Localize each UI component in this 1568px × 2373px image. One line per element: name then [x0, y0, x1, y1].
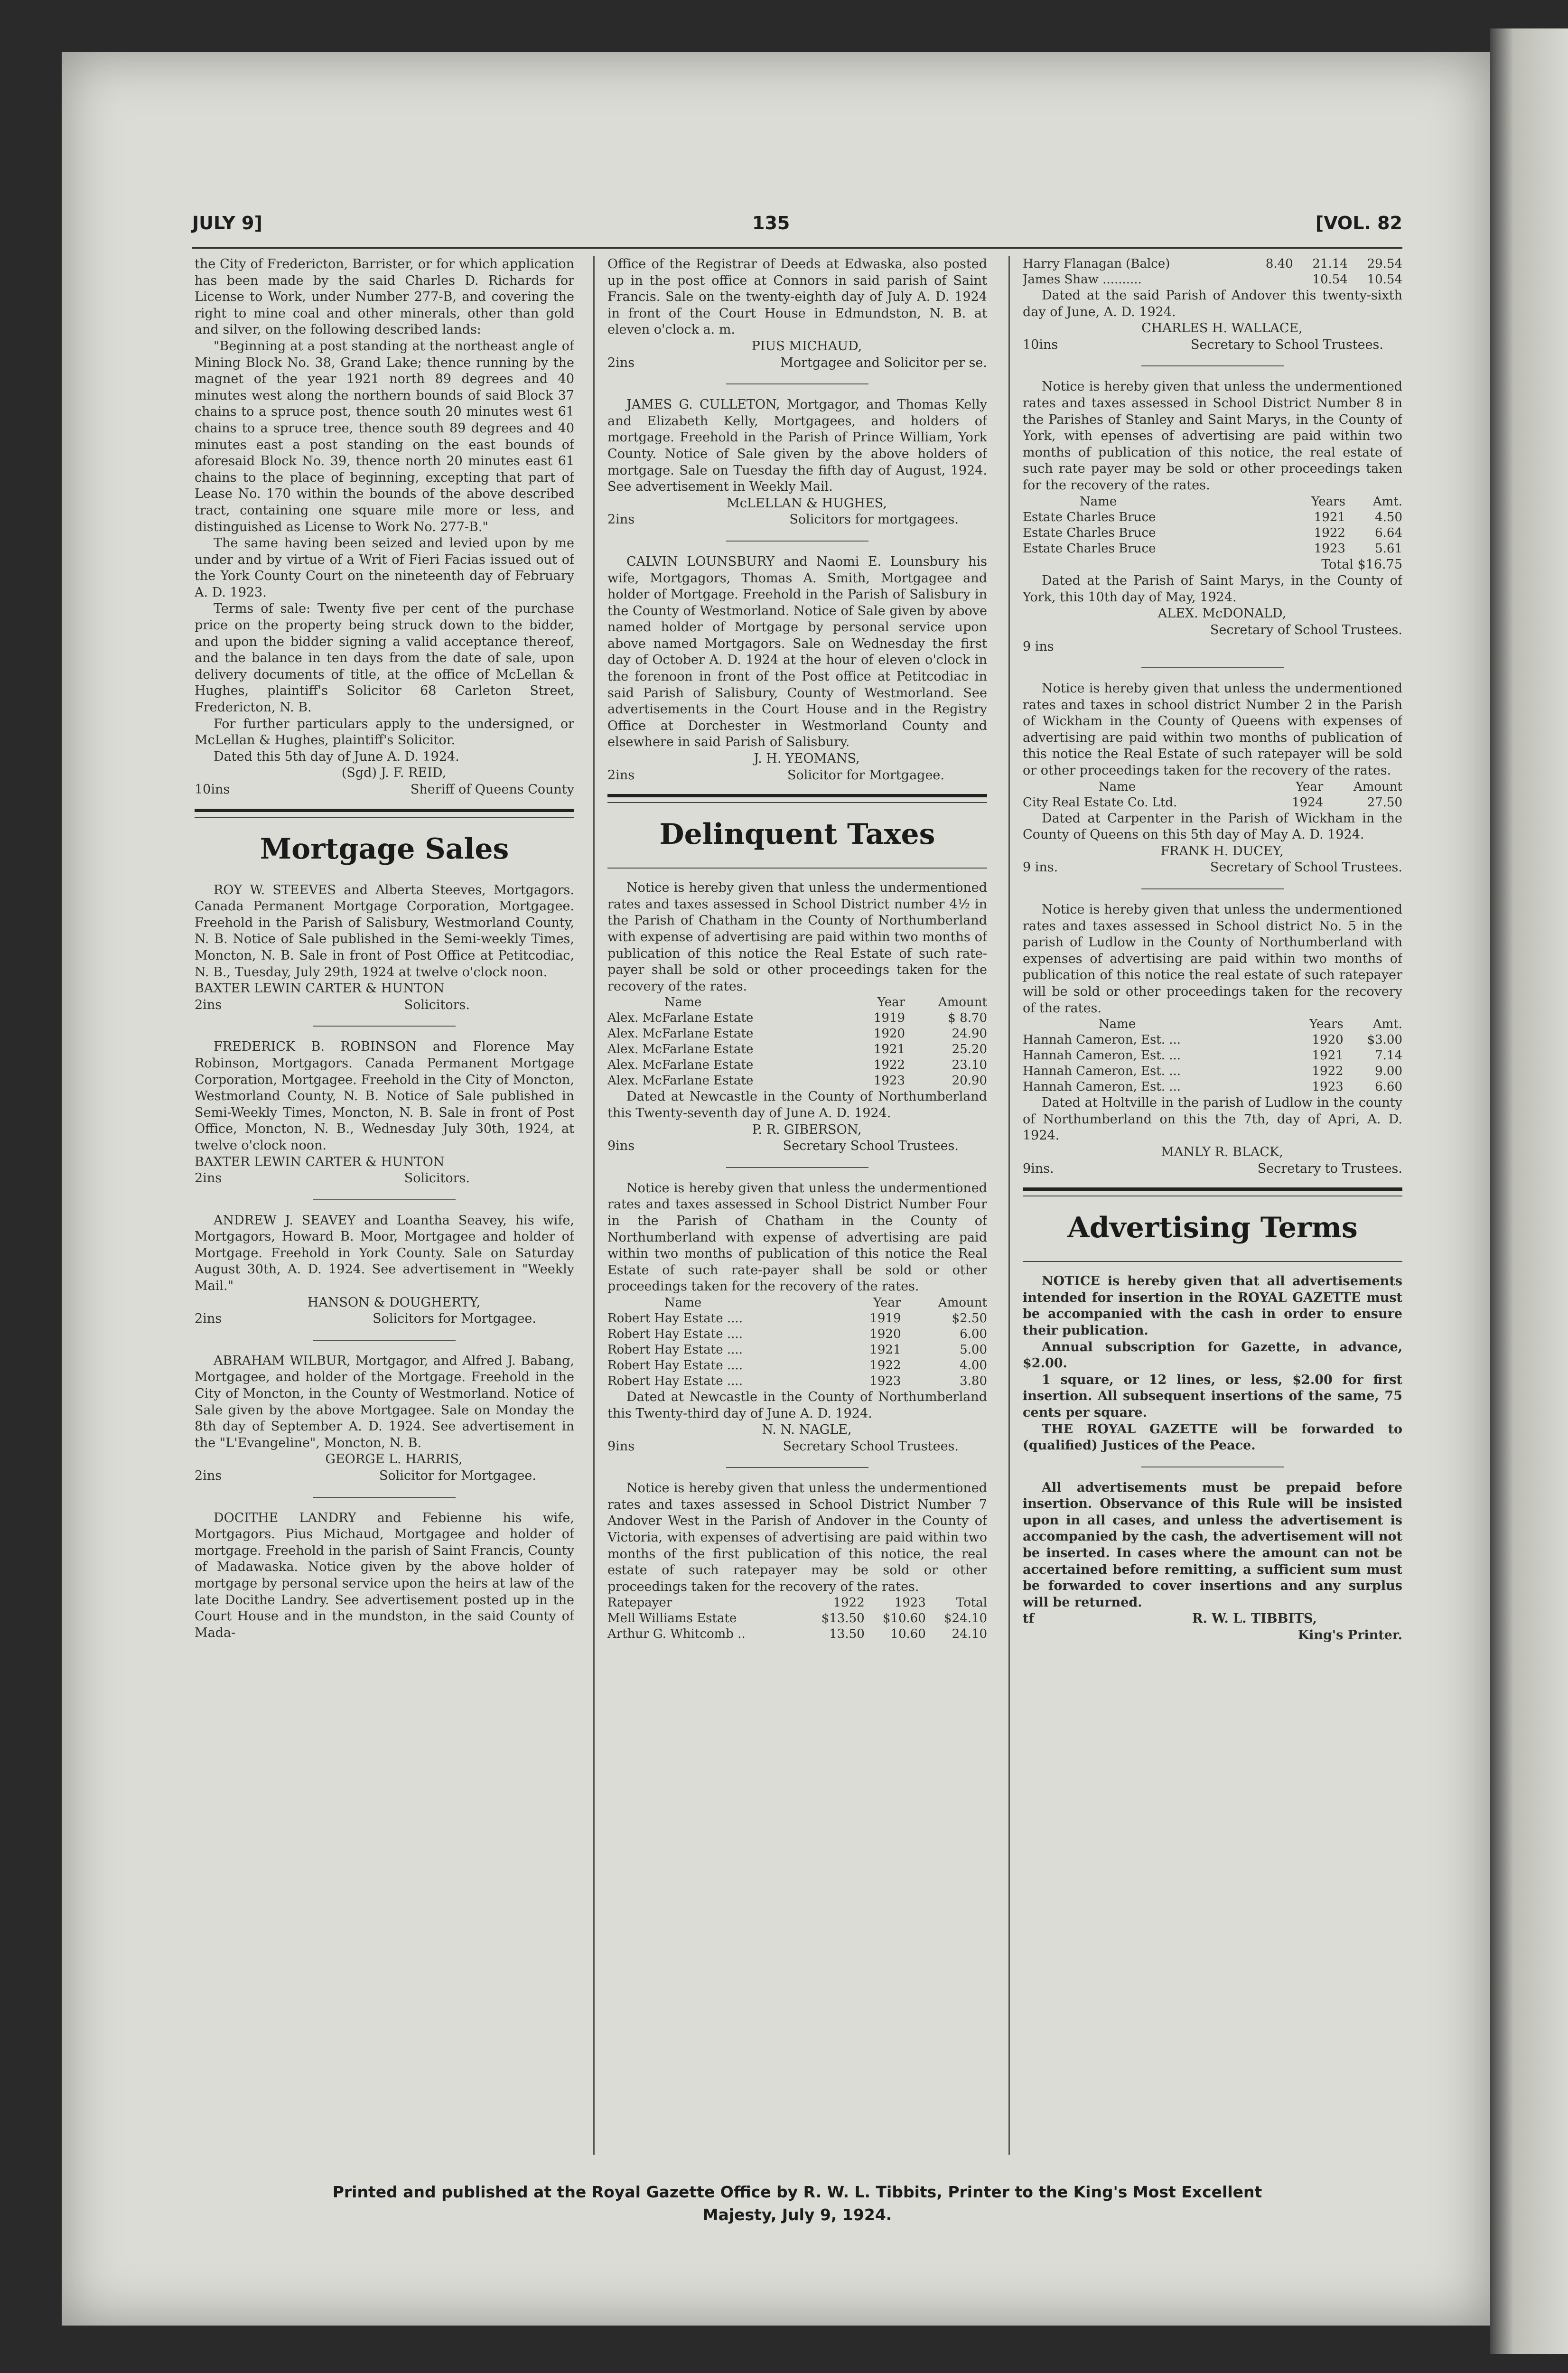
signature-title: Secretary to Trustees.	[1257, 1161, 1402, 1176]
divider	[726, 541, 868, 542]
tax-table	[607, 995, 987, 1089]
column-rule	[1008, 256, 1010, 2155]
insertion-count: 2ins	[195, 1311, 222, 1327]
divider	[1141, 365, 1284, 366]
table-row: Alex. McFarlane Estate 1923 20.90	[607, 1074, 987, 1088]
table-row: Estate Charles Bruce 1921 4.50	[1023, 510, 1402, 524]
tax-total: Total $16.75	[1321, 557, 1402, 572]
section-title-delinquent-taxes: Delinquent Taxes	[659, 818, 935, 851]
mortgage-notice: Office of the Registrar of Deeds at Edwaska, also posted up in the post office at Connors in said parish of Saint Francis. Sale on the twenty-eighth day of July A. D. 1924 in front of the Court House in Edmundston, N. B. at eleven o'clock a. m.	[607, 257, 987, 337]
table-row: Estate Charles Bruce 1923 5.61	[1023, 541, 1402, 556]
tax-table	[1023, 779, 1402, 811]
insertion-count: 10ins	[1023, 337, 1058, 352]
signature-title: Secretary School Trustees.	[783, 1139, 959, 1154]
table-row: Alex. McFarlane Estate 1919 $ 8.70	[607, 1011, 987, 1026]
section-rule	[195, 809, 574, 812]
solicitor-name: GEORGE L. HARRIS,	[325, 1452, 463, 1467]
solicitor-name: BAXTER LEWIN CARTER & HUNTON	[195, 1154, 445, 1169]
column-header: Year	[1296, 779, 1324, 794]
signature: PIUS MICHAUD,	[751, 338, 862, 354]
table-row: Robert Hay Estate .... 1921 5.00	[607, 1342, 987, 1357]
solicitor-title: Solicitors.	[404, 997, 470, 1012]
table-row: Robert Hay Estate .... 1923 3.80	[607, 1373, 987, 1388]
tax-table	[607, 1595, 987, 1642]
table-row: Alex. McFarlane Estate 1920 24.90	[607, 1027, 987, 1041]
dated-line: Dated at Carpenter in the Parish of Wickham in the County of Queens on this 5th day of May A. D. 1924.	[1023, 811, 1402, 842]
column-3	[1023, 256, 1402, 2155]
signature: McLELLAN & HUGHES,	[727, 495, 887, 511]
signature: MANLY R. BLACK,	[1161, 1144, 1283, 1159]
column-header: Name	[1099, 779, 1136, 794]
table-row: Robert Hay Estate .... 1919 $2.50	[607, 1311, 987, 1326]
divider	[1141, 667, 1284, 668]
next-page-edge	[1490, 28, 1568, 2354]
column-header: Name	[664, 995, 702, 1010]
mortgage-notice: JAMES G. CULLETON, Mortgagor, and Thomas Kelly and Elizabeth Kelly, Mortgagees, and holders of mortgage. Freehold in the Parish of Prince William, York County. Notice of Sale given by the above holders of mortgage. Sale on Tuesday the fifth day of August, 1924. See advertisement in Weekly Mail.	[607, 397, 987, 495]
section-title-advertising-terms: Advertising Terms	[1067, 1211, 1358, 1245]
notice-paragraph: For further particulars apply to the undersigned, or McLellan & Hughes, plaintiff's Solicitor.	[195, 716, 574, 748]
tax-table	[607, 1295, 987, 1389]
divider	[726, 1167, 868, 1168]
section-title-mortgage-sales: Mortgage Sales	[260, 832, 509, 866]
column-1	[195, 256, 574, 2155]
signature: P. R. GIBERSON,	[752, 1122, 862, 1137]
section-rule	[607, 794, 987, 797]
mortgage-notice: ANDREW J. SEAVEY and Loantha Seavey, his wife, Mortgagors, Howard B. Moor, Mortgagee and holder of Mortgage. Freehold in York County. Sale on Saturday August 30th, A. D. 1924. See advertisement in "Weekly Mail."	[195, 1213, 574, 1294]
column-header: Years	[1311, 494, 1345, 509]
mortgage-notice: FREDERICK B. ROBINSON and Florence May Robinson, Mortgagors. Canada Permanent Mortgage Corporation, Mortgagee. Freehold in the City of Moncton, Westmorland County, N. B. Notice of Sale published in Semi-Weekly Times, Moncton, N. B. Sale in front of Post Office, Moncton, N. B., Wednesday July 30th, 1924, at twelve o'clock noon.	[195, 1039, 574, 1153]
tax-notice: Notice is hereby given that unless the undermentioned rates and taxes assessed in School District Number Four in the Parish of Chatham in the County of Northumberland with expense of advertising are paid within two months of publication of this notice the Real Estate of such rate-payer shall be sold or other proceedings taken for the recovery of the rates.	[607, 1180, 987, 1294]
insertion-count: tf	[1023, 1611, 1035, 1626]
insertion-count: 2ins	[607, 512, 635, 527]
signature-title: Solicitor for Mortgagee.	[787, 767, 944, 783]
tax-notice: Notice is hereby given that unless the undermentioned rates and taxes assessed in School District Number 7 Andover West in the Parish of Andover in the County of Victoria, with expenses of advertising are paid within two months of the first publication of this notice, the real estate of such ratepayer may be sold or other proceedings taken for the recovery of the rates.	[607, 1481, 987, 1594]
dated-line: Dated at Newcastle in the County of Northumberland this Twenty-seventh day of June A. D. 1924.	[607, 1089, 987, 1121]
insertion-count: 2ins	[607, 767, 635, 783]
table-row: Alex. McFarlane Estate 1921 25.20	[607, 1042, 987, 1057]
solicitor-title: Solicitor for Mortgagee.	[379, 1468, 536, 1483]
notice-paragraph: The same having been seized and levied upon by me under and by virtue of a Writ of Fieri Facias issued out of the York County Court on the nineteenth day of February A. D. 1923.	[195, 536, 574, 600]
column-header: Ratepayer	[607, 1596, 672, 1610]
dated-line: Dated at Holtville in the parish of Ludlow in the county of Northumberland on this the 7th, day of Apri, A. D. 1924.	[1023, 1095, 1402, 1143]
divider	[1141, 888, 1284, 889]
terms-paragraph: Annual subscription for Gazette, in advance, $2.00.	[1023, 1339, 1402, 1371]
imprint-line: Printed and published at the Royal Gazette Office by R. W. L. Tibbits, Printer to the King's Most Excellent	[332, 2183, 1262, 2201]
signature-title: Solicitors for mortgagees.	[789, 512, 959, 527]
signature-title: Mortgagee and Solicitor per se.	[780, 355, 987, 370]
insertion-count: 2ins	[195, 1171, 222, 1186]
column-header: Year	[877, 995, 905, 1010]
tax-table	[1023, 256, 1402, 288]
column-header: 1922	[833, 1596, 865, 1610]
column-header: Amt.	[1372, 494, 1402, 509]
signature: J. H. YEOMANS,	[754, 751, 860, 766]
signature: FRANK H. DUCEY,	[1160, 843, 1284, 859]
tax-table	[1023, 1017, 1402, 1095]
column-header: Amount	[1353, 779, 1402, 794]
solicitor-name: BAXTER LEWIN CARTER & HUNTON	[195, 981, 445, 996]
signature-title: Secretary to School Trustees.	[1190, 337, 1383, 352]
table-row: Hannah Cameron, Est. ... 1923 6.60	[1023, 1080, 1402, 1094]
solicitor-name: HANSON & DOUGHERTY,	[307, 1295, 481, 1310]
signature-title: Secretary of School Trustees.	[1210, 622, 1402, 637]
imprint-line: Majesty, July 9, 1924.	[702, 2205, 892, 2224]
terms-paragraph: 1 square, or 12 lines, or less, $2.00 for first insertion. All subsequent insertions of the same, 75 cents per square.	[1023, 1372, 1402, 1420]
divider	[726, 1467, 868, 1468]
table-row: Hannah Cameron, Est. ... 1920 $3.00	[1023, 1033, 1402, 1047]
signature-title: Secretary of School Trustees.	[1210, 860, 1402, 875]
terms-paragraph: NOTICE is hereby given that all advertisements intended for insertion in the ROYAL GAZETTE must be accompanied with the cash in order to ensure their publication.	[1023, 1274, 1402, 1338]
signature-title: Secretary School Trustees.	[783, 1439, 959, 1454]
insertion-count: 9ins	[607, 1139, 635, 1154]
table-row: Alex. McFarlane Estate 1922 23.10	[607, 1058, 987, 1073]
notice-paragraph: Dated this 5th day of June A. D. 1924.	[214, 749, 459, 764]
insertion-count: 9ins.	[1023, 1161, 1054, 1176]
insertion-count: 9 ins	[1023, 639, 1054, 654]
dated-line: Dated at Newcastle in the County of Northumberland this Twenty-third day of June A. D. 1924.	[607, 1389, 987, 1421]
terms-paragraph: THE ROYAL GAZETTE will be forwarded to (qualified) Justices of the Peace.	[1023, 1421, 1402, 1453]
notice-paragraph: "Beginning at a post standing at the northeast angle of Mining Block No. 38, Grand Lake; thence running by the magnet of the year 1921 north 89 degrees and 40 minutes west along the northern bounds of said Block 37 chains to a spruce post, thence south 20 minutes west 61 chains to a spruce tree, thence south 89 degrees and 40 minutes east a post standing on the east bounds of aforesaid Block No. 39, thence north 20 minutes east 61 chains to the place of beginning, excepting that part of Lease No. 170 within the bounds of the above described tract, containing one square mile more or less, and distinguished as License to Work No. 277-B."	[195, 338, 574, 534]
insertion-count: 2ins	[195, 997, 222, 1012]
tax-notice: Notice is hereby given that unless the undermentioned rates and taxes in school district Number 2 in the Parish of Wickham in the County of Queens with expenses of advertising are paid within two months of publication of this notice the Real Estate of such ratepayer will be sold or other proceedings taken for the recovery of the rates.	[1023, 681, 1402, 778]
divider	[313, 1199, 456, 1200]
section-rule	[195, 817, 574, 818]
page-number: 135	[752, 213, 790, 234]
column-header: Name	[664, 1295, 702, 1310]
table-row: Hannah Cameron, Est. ... 1922 9.00	[1023, 1064, 1402, 1079]
header-date: JULY 9]	[192, 213, 262, 234]
insertion-count: 2ins	[195, 1468, 222, 1483]
signature-title: Sheriff of Queens County	[410, 782, 574, 797]
page-header	[192, 213, 1402, 241]
section-rule	[1023, 1261, 1402, 1262]
table-row: Mell Williams Estate $13.50 $10.60 $24.10	[607, 1611, 987, 1626]
table-row: City Real Estate Co. Ltd. 1924 27.50	[1023, 795, 1402, 810]
column-header: Total	[956, 1596, 987, 1610]
tax-notice: Notice is hereby given that unless the undermentioned rates and taxes assessed in School District number 4½ in the Parish of Chatham in the County of Northumberland with expense of advertising are paid within two months of publication of this notice the Real Estate of such rate-payer shall be sold or other proceedings taken for the recovery of the rates.	[607, 880, 987, 994]
terms-paragraph: All advertisements must be prepaid before insertion. Observance of this Rule will be insisted upon in all cases, and unless the advertisement is accompanied by the cash, the advertisement will not be inserted. In cases where the amount can not be accertained before remitting, a sufficient sum must be forwarded to cover insertions and any surplus will be returned.	[1023, 1480, 1402, 1610]
insertion-count: 10ins	[195, 782, 230, 797]
notice-paragraph: Terms of sale: Twenty five per cent of the purchase price on the property being struck down to the bidder, and upon the bidder signing a valid acceptance thereof, and the balance in ten days from the date of sale, upon delivery documents of title, at the office of McLellan & Hughes, plaintiff's Solicitor 68 Carleton Street, Fredericton, N. B.	[195, 601, 574, 715]
dated-line: Dated at the said Parish of Andover this twenty-sixth day of June, A. D. 1924.	[1023, 288, 1402, 319]
column-header: Name	[1080, 494, 1117, 509]
table-row: Robert Hay Estate .... 1920 6.00	[607, 1327, 987, 1341]
divider	[313, 1340, 456, 1341]
signature: N. N. NAGLE,	[762, 1422, 852, 1438]
table-row: Hannah Cameron, Est. ... 1921 7.14	[1023, 1048, 1402, 1063]
solicitor-title: Solicitors for Mortgagee.	[373, 1311, 536, 1327]
mortgage-notice: CALVIN LOUNSBURY and Naomi E. Lounsbury his wife, Mortgagors, Thomas A. Smith, Mortgagee and holder of Mortgage. Freehold in the Parish of Salisbury in the County of Westmorland. Notice of Sale given by above named holder of Mortgage by personal service upon above named Mortgagors. Sale on Wednesday the first day of October A. D. 1924 at the hour of eleven o'clock in the forenoon in front of the Post office at Petitcodiac in said Parish of Salisbury, County of Westmorland. See advertisements in the Court House and in the Registry Office at Dorchester in Westmorland County and elsewhere in said Parish of Salisbury.	[607, 554, 987, 750]
signature: R. W. L. TIBBITS,	[1192, 1611, 1317, 1626]
column-header: Amount	[938, 1295, 987, 1310]
header-rule	[192, 247, 1402, 249]
column-2	[607, 256, 987, 2155]
mortgage-notice: ROY W. STEEVES and Alberta Steeves, Mortgagors. Canada Permanent Mortgage Corporation, Mortgagee. Freehold in the Parish of Salisbury, Westmorland County, N. B. Notice of Sale published in the Semi-weekly Times, Moncton, N. B. Sale in front of Post Office at Petitcodiac, N. B., Tuesday, July 29th, 1924 at twelve o'clock noon.	[195, 882, 574, 980]
section-rule	[607, 868, 987, 869]
insertion-count: 2ins	[607, 355, 635, 370]
section-rule	[1023, 1187, 1402, 1191]
column-header: Name	[1099, 1017, 1136, 1032]
signature: ALEX. McDONALD,	[1157, 606, 1287, 621]
mortgage-notice: DOCITHE LANDRY and Febienne his wife, Mortgagors. Pius Michaud, Mortgagee and holder of mortgage. Freehold in the parish of Saint Francis, County of Madawaska. Notice given by the above holder of mortgage by personal service upon the heirs at law of the late Docithe Landry. See advertisement posted up in the Court House and in the mundston, in the said County of Mada-	[195, 1510, 574, 1640]
volume-number: [VOL. 82	[1315, 213, 1402, 234]
divider	[313, 1497, 456, 1498]
notice-paragraph: the City of Fredericton, Barrister, or for which application has been made by the said Charles D. Richards for License to Work, under Number 277-B, and covering the right to mine coal and other minerals, other than gold and silver, on the following described lands:	[195, 257, 574, 337]
table-row: Estate Charles Bruce 1922 6.64	[1023, 525, 1402, 540]
table-row: Robert Hay Estate .... 1922 4.00	[607, 1358, 987, 1373]
column-header: Amt.	[1372, 1017, 1402, 1032]
signature: CHARLES H. WALLACE,	[1141, 321, 1303, 336]
table-row: James Shaw .......... 10.54 10.54	[1023, 272, 1402, 287]
tax-table	[1023, 494, 1402, 557]
divider	[726, 383, 868, 384]
tax-notice: Notice is hereby given that unless the undermentioned rates and taxes assessed in School District Number 8 in the Parishes of Stanley and Saint Marys, in the County of York, with epenses of advertising are paid within two months of publication of this notice, the real estate of such rate payer may be sold or other proceedings taken for the recovery of the rates.	[1023, 379, 1402, 493]
dated-line: Dated at the Parish of Saint Marys, in the County of York, this 10th day of May, 1924.	[1023, 573, 1402, 605]
table-row: Harry Flanagan (Balce) 8.40 21.14 29.54	[1023, 257, 1402, 271]
column-header: Year	[873, 1295, 901, 1310]
column-header: 1923	[894, 1596, 926, 1610]
mortgage-notice: ABRAHAM WILBUR, Mortgagor, and Alfred J. Babang, Mortgagee, and holder of the Mortgage. Freehold in the City of Moncton, in the County of Westmorland. Notice of Sale given by the above Mortgagee. Sale on Monday the 8th day of September A. D. 1924. See advertisement in the "L'Evangeline", Moncton, N. B.	[195, 1353, 574, 1450]
column-rule	[593, 256, 595, 2155]
imprint-footer	[190, 2181, 1405, 2226]
divider	[313, 1026, 456, 1027]
insertion-count: 9ins	[607, 1439, 635, 1454]
table-row: Arthur G. Whitcomb .. 13.50 10.60 24.10	[607, 1627, 987, 1642]
signature-title: King's Printer.	[1297, 1628, 1402, 1643]
signature: (Sgd) J. F. REID,	[341, 766, 447, 781]
insertion-count: 9 ins.	[1023, 860, 1058, 875]
column-header: Years	[1309, 1017, 1344, 1032]
column-header: Amount	[938, 995, 987, 1010]
tax-notice: Notice is hereby given that unless the undermentioned rates and taxes assessed in School district No. 5 in the parish of Ludlow in the County of Northumberland with expenses of advertising are paid within two months of publication of this notice the real estate of such ratepayer will be sold or other proceedings taken for the recovery of the rates.	[1023, 902, 1402, 1016]
solicitor-title: Solicitors.	[404, 1171, 470, 1186]
section-rule	[607, 802, 987, 803]
